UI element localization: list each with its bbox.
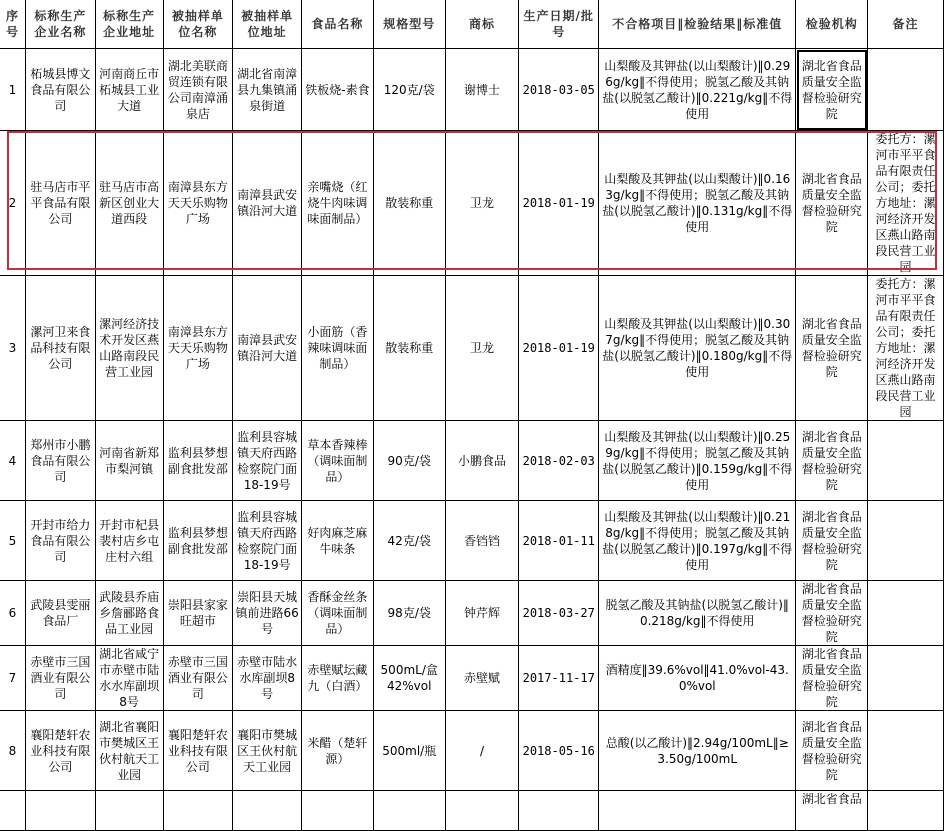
cell-producer-address[interactable]: 武陵县乔庙乡詹郦路食品工业园 xyxy=(95,581,163,646)
cell-seq[interactable]: 8 xyxy=(0,711,25,791)
table-row-partial xyxy=(0,791,944,831)
cell-sampled-unit-name[interactable]: 湖北美联商贸连锁有限公司南漳涌泉店 xyxy=(163,49,233,131)
cell-remarks[interactable] xyxy=(868,711,944,791)
table-row xyxy=(0,581,944,646)
cell-remarks[interactable] xyxy=(868,501,944,581)
cell-producer-address[interactable]: 湖北省襄阳市樊城区王伙村航天工业园 xyxy=(95,711,163,791)
cell-producer-address[interactable]: 开封市杞县裴村店乡屯庄村六组 xyxy=(95,501,163,581)
cell-producer-name[interactable]: 柘城县博文食品有限公司 xyxy=(25,49,95,131)
cell-seq[interactable]: 3 xyxy=(0,276,25,421)
cell-remarks[interactable]: 委托方：漯河市平平食品有限责任公司；委托方地址：漯河经济开发区燕山路南段民营工业园 xyxy=(868,131,944,276)
header-seq[interactable]: 序号 xyxy=(0,0,25,49)
cell-sampled-unit-name[interactable]: 崇阳县家家旺超市 xyxy=(163,581,233,646)
cell-food-name[interactable]: 亲嘴烧（红烧牛肉味调味面制品） xyxy=(302,131,374,276)
cell-producer-name[interactable]: 漯河卫来食品科技有限公司 xyxy=(25,276,95,421)
cell-inspection-agency[interactable]: 湖北省食品质量安全监督检验研究院 xyxy=(796,581,868,646)
cell-food-name[interactable] xyxy=(302,791,374,831)
cell-sampled-unit-address[interactable]: 襄阳市樊城区王伙村航天工业园 xyxy=(233,711,302,791)
cell-production-date[interactable]: 2018-05-16 xyxy=(519,711,599,791)
cell-spec[interactable]: 120克/袋 xyxy=(373,49,445,131)
header-row xyxy=(0,0,944,49)
cell-production-date[interactable]: 2018-03-05 xyxy=(519,49,599,131)
cell-seq[interactable]: 1 xyxy=(0,49,25,131)
cell-sampled-unit-name[interactable]: 监利县梦想副食批发部 xyxy=(163,501,233,581)
cell-sampled-unit-address[interactable] xyxy=(233,791,302,831)
cell-inspection-agency[interactable]: 湖北省食品质量安全监督检验研究院 xyxy=(796,276,868,421)
cell-food-name[interactable]: 铁板烧-素食 xyxy=(302,49,374,131)
cell-spec[interactable]: 90克/袋 xyxy=(373,421,445,501)
cell-producer-name[interactable]: 开封市给力食品有限公司 xyxy=(25,501,95,581)
header-inspection-agency[interactable]: 检验机构 xyxy=(796,0,868,49)
cell-sampled-unit-name[interactable]: 襄阳楚轩农业科技有限公司 xyxy=(163,711,233,791)
cell-brand[interactable]: 谢博士 xyxy=(445,49,519,131)
cell-failed-items[interactable]: 酒精度‖39.6%vol‖41.0%vol-43.0%vol xyxy=(599,646,796,711)
cell-seq[interactable]: 6 xyxy=(0,581,25,646)
cell-inspection-agency[interactable]: 湖北省食品质量安全监督检验研究院 xyxy=(796,711,868,791)
table-row xyxy=(0,711,944,791)
cell-remarks[interactable] xyxy=(868,791,944,831)
cell-brand[interactable] xyxy=(445,791,519,831)
cell-inspection-agency-selected[interactable]: 湖北省食品质量安全监督检验研究院 xyxy=(796,49,868,131)
cell-spec[interactable]: 500ml/瓶 xyxy=(373,711,445,791)
header-failed-items[interactable]: 不合格项目‖检验结果‖标准值 xyxy=(599,0,796,49)
table-row xyxy=(0,421,944,501)
cell-food-name[interactable]: 赤壁赋坛藏九（白酒） xyxy=(302,646,374,711)
cell-sampled-unit-name[interactable]: 南漳县东方天天乐购物广场 xyxy=(163,276,233,421)
cell-remarks[interactable]: 委托方：漯河市平平食品有限责任公司；委托方地址：漯河经济开发区燕山路南段民营工业园 xyxy=(868,276,944,421)
cell-sampled-unit-address[interactable]: 监利县容城镇天府西路检察院门面18-19号 xyxy=(233,421,302,501)
cell-seq[interactable]: 2 xyxy=(0,131,25,276)
cell-producer-name[interactable]: 襄阳楚轩农业科技有限公司 xyxy=(25,711,95,791)
cell-producer-name[interactable]: 驻马店市平平食品有限公司 xyxy=(25,131,95,276)
header-production-date[interactable]: 生产日期/批号 xyxy=(519,0,599,49)
header-food-name[interactable]: 食品名称 xyxy=(302,0,374,49)
cell-brand[interactable]: / xyxy=(445,711,519,791)
cell-remarks[interactable] xyxy=(868,421,944,501)
cell-failed-items[interactable]: 总酸(以乙酸计)‖2.94g/100mL‖≥3.50g/100mL xyxy=(599,711,796,791)
cell-seq[interactable]: 7 xyxy=(0,646,25,711)
header-sampled-unit-address[interactable]: 被抽样单位地址 xyxy=(233,0,302,49)
cell-food-name[interactable]: 好肉麻芝麻牛味条 xyxy=(302,501,374,581)
cell-remarks[interactable] xyxy=(868,581,944,646)
cell-failed-items[interactable]: 脱氢乙酸及其钠盐(以脱氢乙酸计)‖0.218g/kg‖不得使用 xyxy=(599,581,796,646)
cell-spec[interactable]: 42克/袋 xyxy=(373,501,445,581)
cell-spec[interactable] xyxy=(373,791,445,831)
cell-producer-address[interactable]: 河南省新郑市梨河镇 xyxy=(95,421,163,501)
cell-producer-name[interactable]: 郑州市小鹏食品有限公司 xyxy=(25,421,95,501)
cell-brand[interactable]: 卫龙 xyxy=(445,131,519,276)
cell-spec[interactable]: 500mL/盒 42%vol xyxy=(373,646,445,711)
cell-failed-items[interactable]: 山梨酸及其钾盐(以山梨酸计)‖0.218g/kg‖不得使用；脱氢乙酸及其钠盐(以脱氢乙酸计)‖0.197g/kg‖不得使用 xyxy=(599,501,796,581)
header-remarks[interactable]: 备注 xyxy=(868,0,944,49)
cell-spec[interactable]: 98克/袋 xyxy=(373,581,445,646)
cell-production-date[interactable]: 2018-01-11 xyxy=(519,501,599,581)
cell-sampled-unit-name[interactable] xyxy=(163,791,233,831)
cell-producer-address[interactable]: 河南商丘市柘城县工业大道 xyxy=(95,49,163,131)
cell-producer-name[interactable]: 武陵县雯丽食品厂 xyxy=(25,581,95,646)
cell-seq[interactable] xyxy=(0,791,25,831)
table-row xyxy=(0,49,944,131)
table-row xyxy=(0,276,944,421)
cell-production-date[interactable]: 2018-03-27 xyxy=(519,581,599,646)
cell-production-date[interactable] xyxy=(519,791,599,831)
cell-production-date[interactable]: 2018-01-19 xyxy=(519,276,599,421)
cell-sampled-unit-name[interactable]: 监利县梦想副食批发部 xyxy=(163,421,233,501)
cell-producer-address[interactable]: 湖北省咸宁市赤壁市陆水水库副坝8号 xyxy=(95,646,163,711)
cell-seq[interactable]: 5 xyxy=(0,501,25,581)
table-row xyxy=(0,646,944,711)
cell-inspection-agency[interactable]: 湖北省食品 xyxy=(796,791,868,831)
table-row-highlighted xyxy=(0,131,944,276)
cell-remarks[interactable] xyxy=(868,646,944,711)
cell-failed-items[interactable]: 山梨酸及其钾盐(以山梨酸计)‖0.296g/kg‖不得使用；脱氢乙酸及其钠盐(以脱氢乙酸计)‖0.221g/kg‖不得使用 xyxy=(599,49,796,131)
header-producer-name[interactable]: 标称生产企业名称 xyxy=(25,0,95,49)
cell-producer-address[interactable]: 驻马店市高新区创业大道西段 xyxy=(95,131,163,276)
header-sampled-unit-name[interactable]: 被抽样单位名称 xyxy=(163,0,233,49)
cell-inspection-agency[interactable]: 湖北省食品质量安全监督检验研究院 xyxy=(796,421,868,501)
cell-sampled-unit-address[interactable]: 赤壁市陆水水库副坝8号 xyxy=(233,646,302,711)
cell-producer-address[interactable]: 漯河经济技术开发区燕山路南段民营工业园 xyxy=(95,276,163,421)
cell-brand[interactable]: 卫龙 xyxy=(445,276,519,421)
cell-brand[interactable]: 香铛铛 xyxy=(445,501,519,581)
cell-brand[interactable]: 钟芹辉 xyxy=(445,581,519,646)
cell-failed-items[interactable]: 山梨酸及其钾盐(以山梨酸计)‖0.259g/kg‖不得使用；脱氢乙酸及其钠盐(以脱氢乙酸计)‖0.159g/kg‖不得使用 xyxy=(599,421,796,501)
cell-inspection-agency[interactable]: 湖北省食品质量安全监督检验研究院 xyxy=(796,501,868,581)
cell-failed-items[interactable]: 山梨酸及其钾盐(以山梨酸计)‖0.307g/kg‖不得使用；脱氢乙酸及其钠盐(以脱氢乙酸计)‖0.180g/kg‖不得使用 xyxy=(599,276,796,421)
cell-producer-name[interactable] xyxy=(25,791,95,831)
cell-sampled-unit-name[interactable]: 南漳县东方天天乐购物广场 xyxy=(163,131,233,276)
cell-sampled-unit-address[interactable]: 南漳县武安镇沿河大道 xyxy=(233,131,302,276)
cell-food-name[interactable]: 草本香辣棒（调味面制品） xyxy=(302,421,374,501)
cell-producer-address[interactable] xyxy=(95,791,163,831)
cell-food-name[interactable]: 香酥金丝条（调味面制品） xyxy=(302,581,374,646)
cell-production-date[interactable]: 2018-01-19 xyxy=(519,131,599,276)
cell-failed-items[interactable]: 山梨酸及其钾盐(以山梨酸计)‖0.163g/kg‖不得使用；脱氢乙酸及其钠盐(以脱氢乙酸计)‖0.131g/kg‖不得使用 xyxy=(599,131,796,276)
cell-production-date[interactable]: 2017-11-17 xyxy=(519,646,599,711)
cell-inspection-agency[interactable]: 湖北省食品质量安全监督检验研究院 xyxy=(796,131,868,276)
cell-brand[interactable]: 赤壁赋 xyxy=(445,646,519,711)
cell-sampled-unit-address[interactable]: 南漳县武安镇沿河大道 xyxy=(233,276,302,421)
cell-sampled-unit-name[interactable]: 赤壁市三国酒业有限公司 xyxy=(163,646,233,711)
cell-producer-name[interactable]: 赤壁市三国酒业有限公司 xyxy=(25,646,95,711)
table-row xyxy=(0,501,944,581)
cell-spec[interactable]: 散装称重 xyxy=(373,276,445,421)
cell-inspection-agency[interactable]: 湖北省食品质量安全监督检验研究院 xyxy=(796,646,868,711)
cell-food-name[interactable]: 小面筋（香辣味调味面制品） xyxy=(302,276,374,421)
cell-spec[interactable]: 散装称重 xyxy=(373,131,445,276)
cell-sampled-unit-address[interactable]: 崇阳县天城镇前进路66号 xyxy=(233,581,302,646)
header-spec[interactable]: 规格型号 xyxy=(373,0,445,49)
cell-failed-items[interactable] xyxy=(599,791,796,831)
header-producer-address[interactable]: 标称生产企业地址 xyxy=(95,0,163,49)
cell-sampled-unit-address[interactable]: 湖北省南漳县九集镇涌泉街道 xyxy=(233,49,302,131)
cell-remarks[interactable] xyxy=(868,49,944,131)
header-brand[interactable]: 商标 xyxy=(445,0,519,49)
cell-production-date[interactable]: 2018-02-03 xyxy=(519,421,599,501)
cell-sampled-unit-address[interactable]: 监利县容城镇天府西路检察院门面18-19号 xyxy=(233,501,302,581)
cell-seq[interactable]: 4 xyxy=(0,421,25,501)
cell-food-name[interactable]: 米醋（楚轩源） xyxy=(302,711,374,791)
cell-brand[interactable]: 小鹏食品 xyxy=(445,421,519,501)
